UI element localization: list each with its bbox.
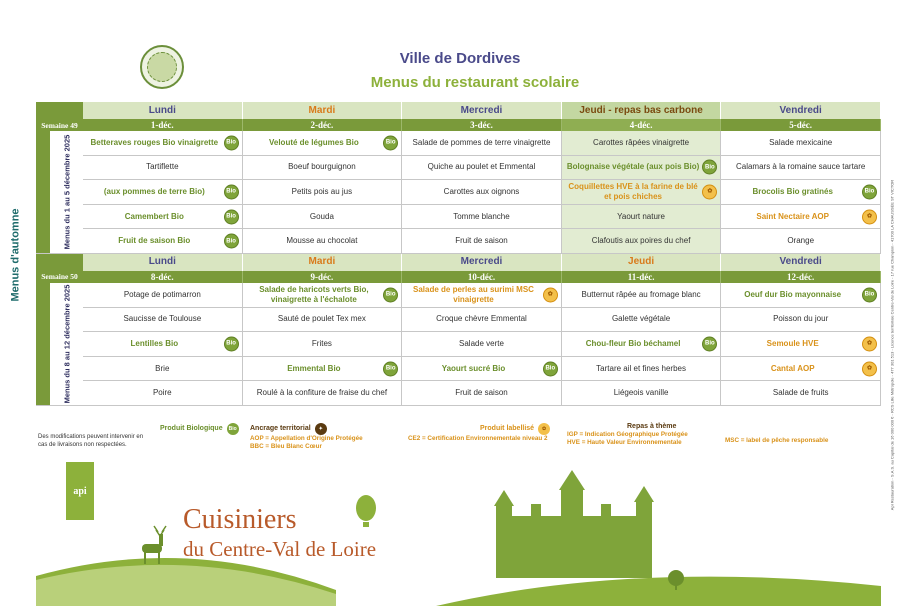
bio-badge-icon: Bio xyxy=(224,135,239,150)
day-name: Mercredi xyxy=(402,102,562,119)
legend-bio: Produit Biologique Bio xyxy=(160,423,239,435)
dish-cell xyxy=(562,131,722,156)
dish-cell xyxy=(243,332,403,357)
menu-grid xyxy=(36,102,881,406)
dish-name: Lentilles Bio xyxy=(130,338,179,348)
day-date: 12-déc. xyxy=(721,271,881,283)
dish-cell xyxy=(243,381,403,406)
dish-name: Camembert Bio xyxy=(124,211,184,221)
dish-name: Salade verte xyxy=(459,338,504,348)
week-menu-block xyxy=(36,283,881,406)
dish-name: Betteraves rouges Bio vinaigrette xyxy=(90,137,219,147)
dish-cell xyxy=(243,229,403,254)
label-icon: ✿ xyxy=(538,423,550,435)
dish-name: Mousse au chocolat xyxy=(286,236,358,246)
page-title: Ville de Dordives xyxy=(399,50,521,67)
week-range-text: Menus du 8 au 12 décembre 2025 xyxy=(62,284,71,404)
brand-subtitle: du Centre-Val de Loire xyxy=(183,537,377,561)
dish-cell xyxy=(562,156,722,181)
dish-cell xyxy=(402,283,562,308)
brand-title: Cuisiniers xyxy=(183,504,297,535)
bio-badge-icon: Bio xyxy=(862,287,877,302)
bio-badge-icon: Bio xyxy=(862,184,877,199)
dish-name: Coquillettes HVE à la farine de blé et pois chiches xyxy=(568,181,698,201)
legend-msc: MSC = label de pêche responsable xyxy=(725,437,829,444)
dish-name: Salade de pommes de terre vinaigrette xyxy=(412,137,551,147)
dish-cell xyxy=(402,357,562,382)
bio-badge-icon: Bio xyxy=(383,135,398,150)
day-date: 9-déc. xyxy=(243,271,403,283)
dish-cell xyxy=(562,283,722,308)
week-date-row xyxy=(36,271,881,283)
day-name: Lundi xyxy=(83,102,243,119)
dish-cell xyxy=(243,205,403,230)
dish-cell xyxy=(721,205,881,230)
dish-rows xyxy=(83,283,881,406)
dish-cell xyxy=(721,381,881,406)
page-subtitle: Menus du restaurant scolaire xyxy=(370,74,580,91)
dish-cell xyxy=(562,205,722,230)
side-strip xyxy=(36,283,50,405)
dish-cell xyxy=(721,180,881,205)
dish-name: Chou-fleur Bio béchamel xyxy=(585,338,681,348)
dish-cell xyxy=(243,357,403,382)
dish-cell xyxy=(562,357,722,382)
dish-row xyxy=(83,156,881,181)
dish-row xyxy=(83,308,881,333)
dish-name: Sauté de poulet Tex mex xyxy=(277,314,366,324)
castle-icon xyxy=(494,470,654,578)
day-date: 5-déc. xyxy=(721,119,881,131)
day-date: 3-déc. xyxy=(402,119,562,131)
season-side-title: Menus d'automne xyxy=(10,208,23,302)
range-text-wrap xyxy=(50,131,83,253)
dish-name: Liégeois vanille xyxy=(613,388,669,398)
dish-cell xyxy=(721,131,881,156)
week-menu-block xyxy=(36,131,881,254)
dish-name: Cantal AOP xyxy=(770,363,815,373)
week-label: Semaine 49 xyxy=(41,120,78,130)
dish-cell xyxy=(83,283,243,308)
dish-name: Calamars à la romaine sauce tartare xyxy=(735,162,866,172)
bio-badge-icon: Bio xyxy=(224,184,239,199)
dish-row xyxy=(83,205,881,230)
legend-labelled: Produit labellisé ✿ CE2 = Certification Environnementale niveau 2 xyxy=(408,423,550,443)
dish-cell xyxy=(562,332,722,357)
header-spacer xyxy=(36,102,83,119)
dish-name: Clafoutis aux poires du chef xyxy=(591,236,691,246)
day-name: Mercredi xyxy=(402,254,562,271)
dish-name: Poire xyxy=(152,388,172,398)
dish-cell xyxy=(402,229,562,254)
dish-cell xyxy=(562,229,722,254)
dish-cell xyxy=(83,332,243,357)
bio-badge-icon: Bio xyxy=(383,361,398,376)
dish-name: Brie xyxy=(155,363,170,373)
day-name: Jeudi - repas bas carbone xyxy=(562,102,722,119)
territory-icon: ✦ xyxy=(315,423,327,435)
label-badge-icon: ✿ xyxy=(862,336,877,351)
dish-name: Oeuf dur Bio mayonnaise xyxy=(744,289,842,299)
dish-name: Galette végétale xyxy=(611,314,671,324)
bio-badge-icon: Bio xyxy=(224,234,239,249)
dish-name: Tomme blanche xyxy=(453,211,510,221)
range-text-wrap xyxy=(50,283,83,405)
week-range-label xyxy=(36,283,83,406)
bio-badge-icon: Bio xyxy=(383,287,398,302)
day-date: 11-déc. xyxy=(562,271,722,283)
dish-name: Fruit de saison Bio xyxy=(118,236,191,246)
dish-name: Quiche au poulet et Emmental xyxy=(427,162,536,172)
dish-row xyxy=(83,381,881,406)
dish-name: Saucisse de Toulouse xyxy=(123,314,202,324)
dish-cell xyxy=(83,229,243,254)
dish-cell xyxy=(402,332,562,357)
dish-name: Petits pois au jus xyxy=(291,186,353,196)
bio-badge-icon: Bio xyxy=(224,209,239,224)
bio-badge-icon: Bio xyxy=(543,361,558,376)
dish-cell xyxy=(83,205,243,230)
dish-name: Roulé à la confiture de fraise du chef xyxy=(256,388,388,398)
dish-name: Boeuf bourguignon xyxy=(288,162,356,172)
day-name: Vendredi xyxy=(721,102,881,119)
dish-name: Saint Nectaire AOP xyxy=(756,211,829,221)
dish-cell xyxy=(721,156,881,181)
dish-cell xyxy=(402,308,562,333)
dish-cell xyxy=(83,180,243,205)
bio-badge-icon: Bio xyxy=(702,160,717,175)
label-badge-icon: ✿ xyxy=(702,184,717,199)
day-name: Mardi xyxy=(243,254,403,271)
dish-name: Tartare ail et fines herbes xyxy=(596,363,686,373)
day-date: 8-déc. xyxy=(83,271,243,283)
dish-cell xyxy=(402,156,562,181)
dish-cell xyxy=(402,205,562,230)
dish-row xyxy=(83,283,881,308)
label-badge-icon: ✿ xyxy=(862,361,877,376)
day-name: Jeudi xyxy=(562,254,722,271)
dish-name: Salade de perles au surimi MSC vinaigrette xyxy=(413,284,534,304)
dish-cell xyxy=(243,156,403,181)
day-header-row xyxy=(36,102,881,119)
dish-name: Salade de haricots verts Bio, vinaigrette à l'échalote xyxy=(259,284,369,304)
dish-row xyxy=(83,229,881,254)
dish-name: Orange xyxy=(787,236,815,246)
dish-name: Fruit de saison xyxy=(455,388,508,398)
dish-cell xyxy=(721,283,881,308)
day-date: 2-déc. xyxy=(243,119,403,131)
dish-row xyxy=(83,357,881,382)
bio-icon: Bio xyxy=(227,423,239,435)
dish-name: Carottes aux oignons xyxy=(443,186,520,196)
dish-cell xyxy=(243,283,403,308)
header-spacer xyxy=(36,254,83,271)
dish-cell xyxy=(402,180,562,205)
balloon-icon xyxy=(356,495,376,527)
dish-name: Butternut râpée au fromage blanc xyxy=(581,289,701,299)
day-date: 4-déc. xyxy=(562,119,722,131)
dish-name: Gouda xyxy=(309,211,334,221)
week-date-row xyxy=(36,119,881,131)
dish-cell xyxy=(243,131,403,156)
dish-cell xyxy=(562,180,722,205)
dish-name: (aux pommes de terre Bio) xyxy=(103,186,205,196)
day-name: Lundi xyxy=(83,254,243,271)
dish-rows xyxy=(83,131,881,254)
label-badge-icon: ✿ xyxy=(862,209,877,224)
dish-cell xyxy=(721,332,881,357)
landscape-illustration xyxy=(36,460,881,606)
dish-cell xyxy=(562,308,722,333)
dish-cell xyxy=(721,229,881,254)
week-range-text: Menus du 1 au 5 décembre 2025 xyxy=(62,134,71,250)
dish-name: Yaourt nature xyxy=(617,211,666,221)
legend-territorial: Ancrage territorial ✦ AOP = Appellation d'Origine Protégée BBC = Bleu Blanc Cœur xyxy=(250,425,363,450)
legal-credit: Api Restauration - S.A.S. au Capital de 16 000 000 € - RCS Lille Métropole - 477 301 513 - Licence territoriale Centre-Val de Loire - 17 rue Champion - 41700 LA CHAUSSÉE ST VICTOR xyxy=(889,179,895,511)
dish-cell xyxy=(721,357,881,382)
dish-cell xyxy=(243,180,403,205)
week-label: Semaine 50 xyxy=(41,272,78,282)
dish-cell xyxy=(402,381,562,406)
dish-name: Velouté de légumes Bio xyxy=(268,137,359,147)
dish-cell xyxy=(83,156,243,181)
dish-cell xyxy=(83,131,243,156)
dish-name: Croque chèvre Emmental xyxy=(436,314,527,324)
dish-row xyxy=(83,180,881,205)
dish-name: Brocolis Bio gratinés xyxy=(752,186,833,196)
side-strip xyxy=(36,131,50,253)
dish-name: Poisson du jour xyxy=(773,314,829,324)
dish-name: Bolognaise végétale (aux pois Bio) xyxy=(566,162,700,172)
dish-row xyxy=(83,332,881,357)
dish-name: Salade de fruits xyxy=(772,388,829,398)
legend-note: Des modifications peuvent intervenir en cas de livraisons non respectées. xyxy=(38,434,144,448)
legend-theme: Repas à thème IGP = Indication Géographique Protégée HVE = Haute Valeur Environnementale xyxy=(567,423,688,446)
dish-cell xyxy=(402,131,562,156)
label-badge-icon: ✿ xyxy=(543,287,558,302)
dish-name: Fruit de saison xyxy=(455,236,508,246)
dish-cell xyxy=(562,381,722,406)
dish-cell xyxy=(83,357,243,382)
dish-name: Yaourt sucré Bio xyxy=(441,363,506,373)
dish-cell xyxy=(243,308,403,333)
dish-name: Potage de potimarron xyxy=(123,289,201,299)
day-date: 1-déc. xyxy=(83,119,243,131)
day-name: Mardi xyxy=(243,102,403,119)
dish-name: Semoule HVE xyxy=(766,338,819,348)
dish-name: Salade mexicaine xyxy=(769,137,833,147)
bio-badge-icon: Bio xyxy=(702,336,717,351)
api-logo: api xyxy=(66,462,94,520)
dish-cell xyxy=(721,308,881,333)
dish-name: Emmental Bio xyxy=(287,363,341,373)
day-date: 10-déc. xyxy=(402,271,562,283)
dish-name: Carottes râpées vinaigrette xyxy=(593,137,690,147)
dish-name: Tartiflette xyxy=(146,162,179,172)
day-header-row xyxy=(36,254,881,271)
dish-cell xyxy=(83,308,243,333)
week-range-label xyxy=(36,131,83,254)
dish-name: Frites xyxy=(311,338,332,348)
dish-row xyxy=(83,131,881,156)
bio-badge-icon: Bio xyxy=(224,336,239,351)
day-name: Vendredi xyxy=(721,254,881,271)
dish-cell xyxy=(83,381,243,406)
